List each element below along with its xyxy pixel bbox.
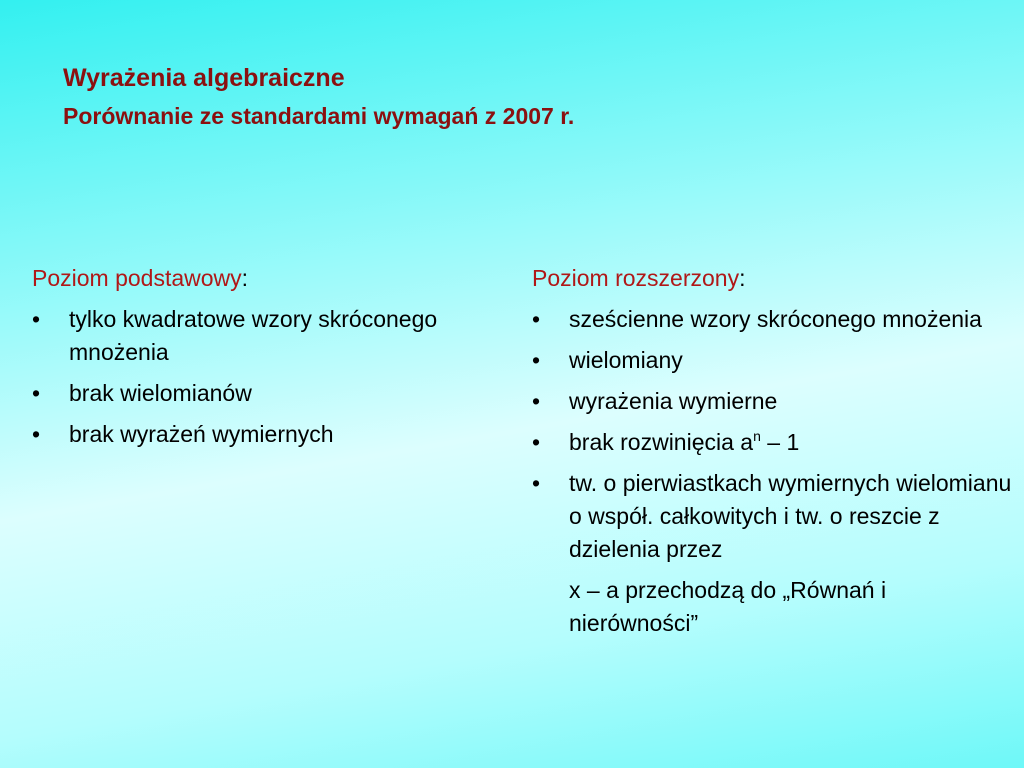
bullet-icon: • xyxy=(32,380,41,406)
slide-subtitle: Porównanie ze standardami wymagań z 2007 r. xyxy=(63,103,575,129)
left-heading-label: Poziom podstawowy xyxy=(32,265,242,291)
theorems-text: tw. o pierwiastkach wymiernych wielomianu o współ. całkowitych i tw. o reszcie z dzielenia przez xyxy=(569,470,1012,562)
bullet-icon: • xyxy=(532,470,541,496)
bullet-icon: • xyxy=(32,421,41,447)
list-item xyxy=(532,303,1012,336)
list-item xyxy=(532,344,1012,377)
power-prefix: brak rozwinięcia a xyxy=(569,429,754,455)
list-item xyxy=(532,385,1012,418)
right-column-extended-level xyxy=(532,262,1012,648)
left-heading-colon: : xyxy=(241,265,249,291)
list-item-text: brak wyrażeń wymiernych xyxy=(69,421,334,447)
left-column-basic-level xyxy=(32,262,452,459)
list-item-power xyxy=(532,426,1012,459)
right-heading-label: Poziom rozszerzony xyxy=(532,265,740,291)
bullet-icon: • xyxy=(532,388,541,414)
bullet-icon: • xyxy=(32,306,41,332)
list-item-text: sześcienne wzory skróconego mnożenia xyxy=(569,306,982,332)
list-item-text: wielomiany xyxy=(569,347,683,373)
left-column-heading xyxy=(32,262,452,295)
right-bullet-list xyxy=(532,303,1012,640)
list-item-text: brak wielomianów xyxy=(69,380,252,406)
power-suffix: – 1 xyxy=(760,429,800,455)
list-item-text: wyrażenia wymierne xyxy=(569,388,778,414)
theorems-continuation: x – a przechodzą do „Równań i nierówności” xyxy=(569,577,887,636)
list-item xyxy=(32,377,452,410)
list-item xyxy=(32,418,452,451)
bullet-icon: • xyxy=(532,347,541,373)
left-bullet-list xyxy=(32,303,452,451)
list-item xyxy=(32,303,452,369)
right-column-heading xyxy=(532,262,1012,295)
bullet-icon: • xyxy=(532,306,541,332)
list-item-theorems xyxy=(532,467,1012,640)
list-item-text: tylko kwadratowe wzory skróconego mnożenia xyxy=(69,306,438,365)
right-heading-colon: : xyxy=(739,265,746,291)
power-exponent: n xyxy=(753,428,761,444)
slide-title: Wyrażenia algebraiczne xyxy=(63,64,345,92)
bullet-icon: • xyxy=(532,429,541,455)
